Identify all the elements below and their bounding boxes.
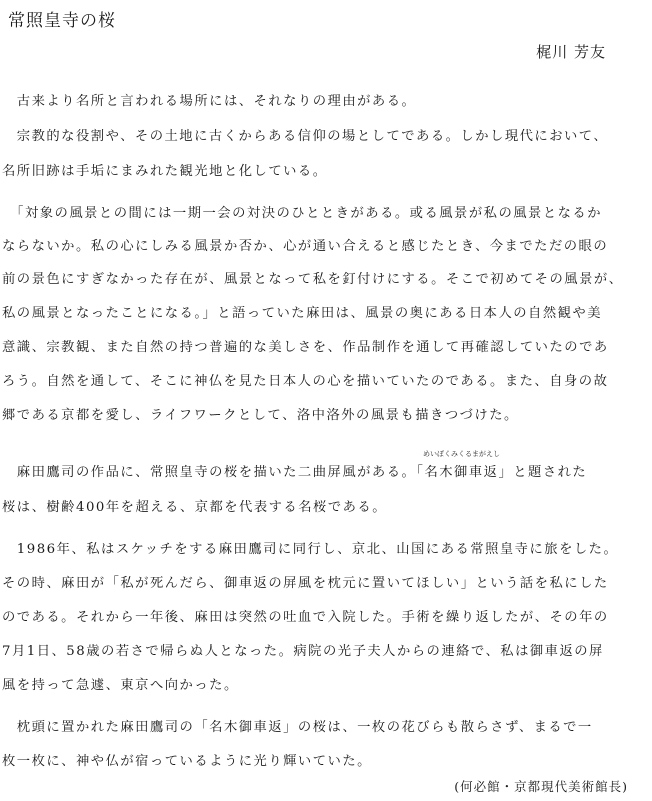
artwork-title-reading: めいぼくみくるまがえし (422, 450, 500, 458)
body-line: 宗教的な役割や、その土地に古くからある信仰の場としてである。しかし現代において、 (2, 129, 609, 144)
body-line: のである。それから一年後、麻田は突然の吐血で入院した。手術を繰り返したが、その年の (2, 610, 609, 625)
author-name: 梶川 芳友 (536, 43, 606, 61)
artwork-title-with-reading (422, 450, 500, 483)
body-line: 1986年、私はスケッチをする麻田鷹司に同行し、京北、山国にある常照皇寺に旅をした。 (2, 542, 619, 557)
body-line: ならないか。私の心にしみる風景か否か、心が通い合えると感じたとき、今までただの眼の (2, 239, 609, 254)
body-line: 前の景色にすぎなかった存在が、風景となって私を釘付けにする。そこで初めてその風景が、 (2, 272, 624, 287)
body-line: ろう。自然を通して、そこに神仏を見た日本人の心を描いていたのである。また、自身の故 (2, 374, 609, 389)
ruby-line-tail: と題された (513, 465, 588, 480)
author-credit: (何必館・京都現代美術館長) (454, 779, 628, 794)
quote-close: 」 (498, 465, 514, 480)
artwork-title: 名木御車返 (424, 465, 499, 480)
quote-open: 「 (416, 465, 425, 480)
body-line: 郷である京都を愛し、ライフワークとして、洛中洛外の風景も描きつづけた。 (2, 408, 519, 423)
body-line-with-ruby (2, 450, 650, 483)
body-line: 枕頭に置かれた麻田鷹司の「名木御車返」の桜は、一枚の花びらも散らさず、まるで一 (2, 720, 593, 735)
body-line: その時、麻田が「私が死んだら、御車返の屏風を枕元に置いてほしい」という話を私にした (2, 576, 609, 591)
body-line: 風を持って急遽、東京へ向かった。 (2, 678, 239, 693)
body-line: 古来より名所と言われる場所には、それなりの理由がある。 (2, 94, 417, 109)
article-title: 常照皇寺の桜 (8, 11, 116, 31)
body-line: 意識、宗教観、また自然の持つ普遍的な美しさを、作品制作を通して再確認していたのであ (2, 340, 609, 355)
body-line: 桜は、樹齢400年を超える、京都を代表する名桜である。 (2, 500, 388, 515)
body-line: 枚一枚に、神や仏が宿っているように光り輝いていた。 (2, 754, 372, 769)
ruby-line-lead: 麻田鷹司の作品に、常照皇寺の桜を描いた二曲屏風がある。 (2, 465, 417, 480)
body-line: 7月1日、58歳の若さで帰らぬ人となった。病院の光子夫人からの連絡で、私は御車返の屏 (2, 644, 604, 659)
body-line: 「対象の風景との間には一期一会の対決のひとときがある。或る風景が私の風景となるか (2, 206, 603, 221)
body-line: 私の風景となったことになる。」と語っていた麻田は、風景の奥にある日本人の自然観や美 (2, 306, 603, 321)
body-line: 名所旧跡は手垢にまみれた観光地と化している。 (2, 164, 328, 179)
